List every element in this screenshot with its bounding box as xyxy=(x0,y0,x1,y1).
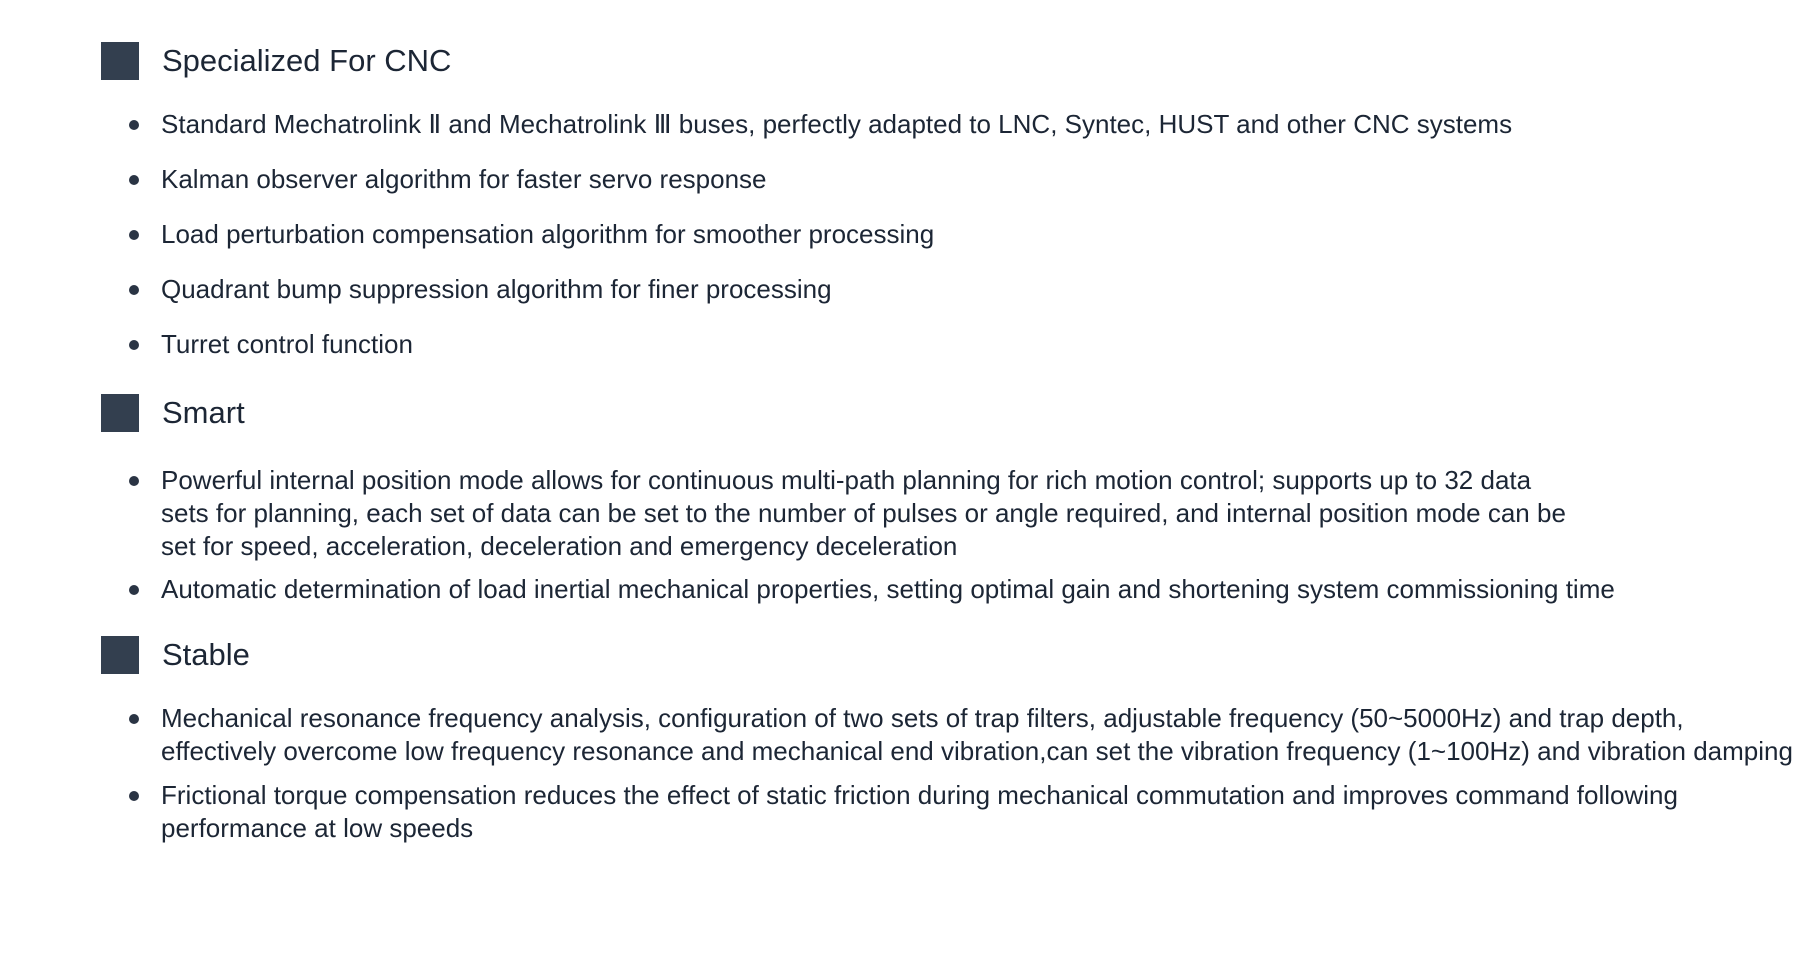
list-item xyxy=(101,464,1581,563)
section-marker-square xyxy=(101,42,139,80)
list-item-text: Mechanical resonance frequency analysis, configuration of two sets of trap filters, adjustable frequency (50~5000Hz) and trap depth, effectively overcome low frequency resonance and mechanical end vibration,can set the vibration frequency (1~100Hz) and vibration damping xyxy=(161,703,1793,766)
list-item xyxy=(101,573,1800,606)
bullet-dot-icon xyxy=(129,585,139,595)
bullet-dot-icon xyxy=(129,175,139,185)
list-item-text: Turret control function xyxy=(161,329,413,359)
section-header xyxy=(101,394,1800,432)
list-item xyxy=(101,108,1800,141)
bullet-dot-icon xyxy=(129,120,139,130)
section-title: Stable xyxy=(162,637,250,672)
list-item-text: Frictional torque compensation reduces the effect of static friction during mechanical commutation and improves command following performance at low speeds xyxy=(161,780,1678,843)
section-header xyxy=(101,636,1800,674)
section-marker-square xyxy=(101,636,139,674)
list-item-text: Load perturbation compensation algorithm for smoother processing xyxy=(161,219,935,249)
bullet-list xyxy=(101,702,1800,845)
bullet-dot-icon xyxy=(129,285,139,295)
section-stable xyxy=(101,636,1800,845)
list-item xyxy=(101,273,1800,306)
list-item xyxy=(101,163,1800,196)
list-item-text: Quadrant bump suppression algorithm for finer processing xyxy=(161,274,832,304)
bullet-dot-icon xyxy=(129,476,139,486)
bullet-dot-icon xyxy=(129,714,139,724)
list-item-text: Standard Mechatrolink Ⅱ and Mechatrolink Ⅲ buses, perfectly adapted to LNC, Syntec, HUST and other CNC systems xyxy=(161,109,1513,139)
section-title: Smart xyxy=(162,395,245,430)
bullet-list xyxy=(101,464,1800,606)
list-item xyxy=(101,702,1800,768)
bullet-dot-icon xyxy=(129,791,139,801)
section-header xyxy=(101,42,1800,80)
bullet-dot-icon xyxy=(129,230,139,240)
list-item xyxy=(101,218,1800,251)
list-item-text: Automatic determination of load inertial mechanical properties, setting optimal gain and shortening system commissioning time xyxy=(161,574,1615,604)
section-title: Specialized For CNC xyxy=(162,43,452,78)
list-item xyxy=(101,328,1800,361)
list-item-text: Powerful internal position mode allows for continuous multi-path planning for rich motion control; supports up to 32 data sets for planning, each set of data can be set to the number of pulses or angle required, and internal position mode can be set for speed, acceleration, deceleration and emergency deceleration xyxy=(161,465,1566,561)
section-marker-square xyxy=(101,394,139,432)
list-item-text: Kalman observer algorithm for faster servo response xyxy=(161,164,767,194)
bullet-list xyxy=(101,108,1800,361)
bullet-dot-icon xyxy=(129,340,139,350)
list-item xyxy=(101,779,1800,845)
section-smart xyxy=(101,394,1800,606)
section-specialized-for-cnc xyxy=(101,42,1800,361)
